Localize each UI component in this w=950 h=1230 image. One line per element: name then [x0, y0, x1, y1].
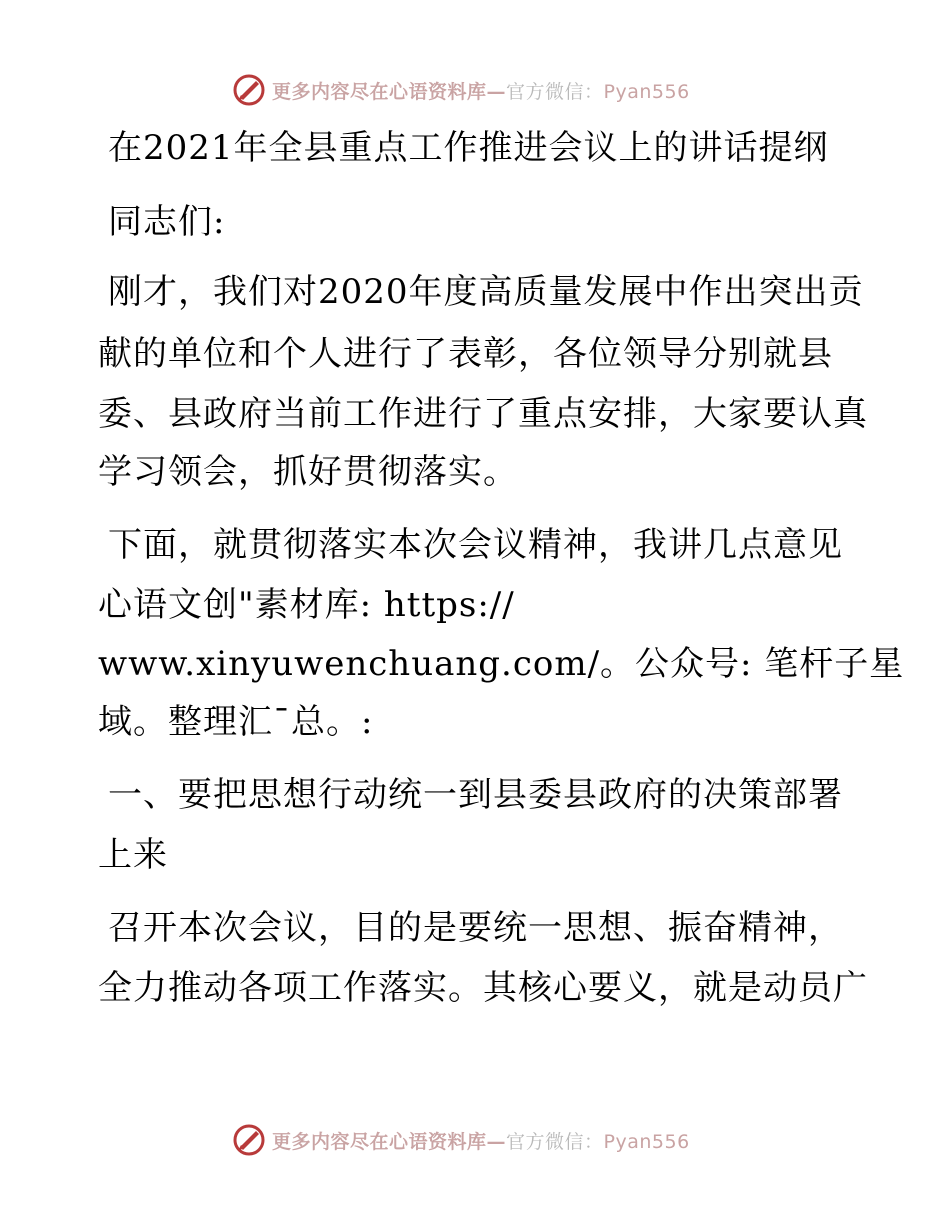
paragraph-line: 学习领会，抓好贯彻落实。	[98, 452, 518, 492]
paragraph-line: 献的单位和个人进行了表彰，各位领导分别就县	[98, 334, 833, 374]
section-heading-continued: 上来	[98, 835, 168, 875]
watermark-banner-top	[232, 70, 732, 110]
pen-logo-icon	[232, 1123, 266, 1157]
watermark-text: 更多内容尽在心语资料库—官方微信：Pyan556	[272, 1130, 690, 1153]
paragraph-line: 召开本次会议，目的是要统一思想、振奋精神，	[108, 908, 843, 948]
paragraph-line: 下面，就贯彻落实本次会议精神，我讲几点意见	[108, 525, 843, 565]
document-title: 在2021年全县重点工作推进会议上的讲话提纲	[108, 128, 829, 168]
paragraph-line: www.xinyuwenchuang.com/。公众号: 笔杆子星	[98, 644, 905, 684]
greeting: 同志们:	[108, 202, 226, 242]
paragraph-line: 全力推动各项工作落实。其核心要义，就是动员广	[98, 968, 868, 1008]
paragraph-line: 委、县政府当前工作进行了重点安排，大家要认真	[98, 394, 868, 434]
paragraph-line: 刚才，我们对2020年度高质量发展中作出突出贡	[108, 272, 864, 312]
section-heading: 一、要把思想行动统一到县委县政府的决策部署	[108, 775, 843, 815]
watermark-text: 更多内容尽在心语资料库—官方微信：Pyan556	[272, 80, 690, 103]
paragraph-line: 心语文创"素材库: https://	[98, 585, 515, 625]
paragraph-line: 域。整理汇¯总。:	[98, 702, 374, 742]
watermark-banner-bottom	[232, 1120, 732, 1160]
pen-logo-icon	[232, 73, 266, 107]
